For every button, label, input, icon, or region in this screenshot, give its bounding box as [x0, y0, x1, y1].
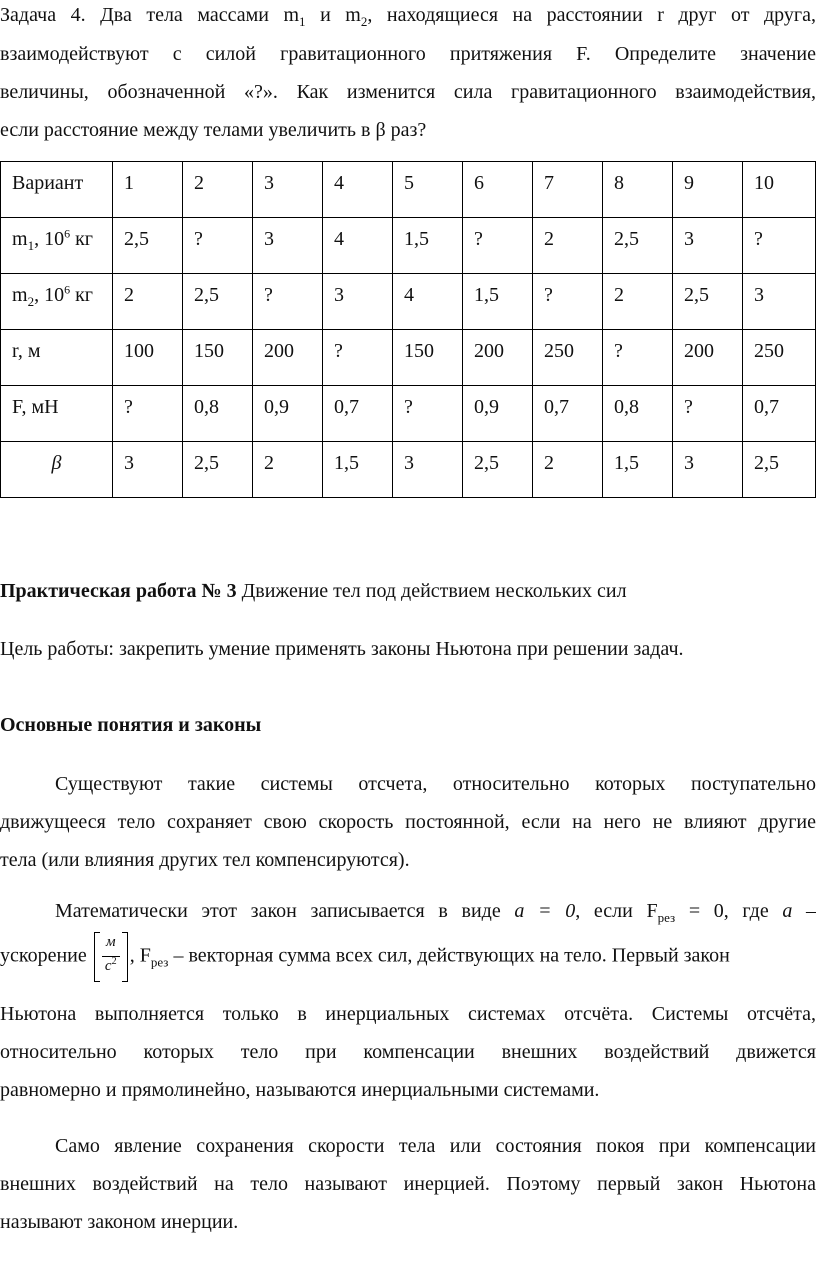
table-row-f [1, 386, 816, 442]
task-text: Задача 4. Два тела массами m [0, 4, 300, 26]
p2-text: – векторная сумма всех сил, действующих на тело. Первый закон [168, 944, 730, 967]
table-cell: ? [673, 386, 743, 442]
p1-line-2: движущееся тело сохраняет свою скорость постоянной, если на него не влияют другие [0, 811, 816, 833]
table-cell: 200 [253, 330, 323, 386]
table-cell: 3 [113, 442, 183, 498]
table-cell: 2,5 [673, 274, 743, 330]
table-cell: ? [323, 330, 393, 386]
superscript: 2 [111, 956, 117, 967]
table-cell: ? [253, 274, 323, 330]
subscript: рез [150, 954, 169, 970]
practical-title-rest: Движение тел под действием нескольких сил [236, 580, 627, 602]
table-cell: 0,9 [253, 386, 323, 442]
table-cell: 7 [533, 162, 603, 218]
table-cell: 2,5 [113, 218, 183, 274]
p2-text: Математически этот закон записывается в виде [55, 900, 515, 922]
table-cell: 2,5 [743, 442, 816, 498]
p2-text: ускорение [0, 944, 92, 967]
table-row-variant [1, 162, 816, 218]
section-heading: Основные понятия и законы [0, 714, 262, 736]
table-cell: 5 [393, 162, 463, 218]
table-cell: 2 [603, 274, 673, 330]
table-row-beta [1, 442, 816, 498]
table-cell: 3 [253, 218, 323, 274]
table-cell: 150 [393, 330, 463, 386]
table-cell: 2 [113, 274, 183, 330]
table-cell: 1 [113, 162, 183, 218]
table-cell: 3 [673, 442, 743, 498]
task-line-1 [0, 4, 816, 27]
table-cell: 2,5 [603, 218, 673, 274]
table-cell: 2 [533, 442, 603, 498]
superscript: 6 [64, 282, 71, 297]
table-cell: ? [393, 386, 463, 442]
goal-line: Цель работы: закрепить умение применять законы Ньютона при решении задач. [0, 638, 684, 660]
table-cell: 0,7 [323, 386, 393, 442]
table-cell: 2 [253, 442, 323, 498]
p2-text: , если F [575, 900, 658, 922]
row-label: Вариант [1, 162, 113, 218]
p3-line-2: внешних воздействий на тело называют инерцией. Поэтому первый закон Ньютона [0, 1173, 816, 1195]
practical-title-bold: Практическая работа № 3 [0, 580, 237, 602]
p1-line-1: Существуют такие системы отсчета, относительно которых поступательно [55, 773, 816, 795]
p2-line-2 [0, 932, 816, 982]
label-text: кг [70, 228, 93, 250]
unit-den-letter: с [104, 958, 112, 974]
table-cell: 9 [673, 162, 743, 218]
row-label: F, мН [1, 386, 113, 442]
row-label [1, 218, 113, 274]
table-cell: 1,5 [393, 218, 463, 274]
subscript: 1 [299, 14, 306, 29]
table-cell: 10 [743, 162, 816, 218]
table-cell: 3 [393, 442, 463, 498]
table-row-r [1, 330, 816, 386]
subscript: рез [657, 910, 676, 925]
table-cell: 200 [673, 330, 743, 386]
subscript: 2 [360, 14, 368, 29]
table-cell: 0,8 [603, 386, 673, 442]
table-cell: 3 [673, 218, 743, 274]
unit-bracket-m-per-s2 [94, 932, 128, 982]
p3-line-3: называют законом инерции. [0, 1211, 239, 1233]
label-text: m [12, 228, 28, 250]
table-cell: 0,9 [463, 386, 533, 442]
table-cell: 2,5 [183, 442, 253, 498]
label-text: , 10 [34, 228, 65, 250]
table-cell: ? [463, 218, 533, 274]
p2-text: , F [129, 944, 151, 967]
label-text: кг [70, 284, 93, 306]
p2-line-1 [55, 900, 816, 923]
table-row-m2 [1, 274, 816, 330]
table-cell: 3 [323, 274, 393, 330]
row-label: β [1, 442, 113, 498]
right-bracket [122, 932, 128, 982]
label-text: , 10 [34, 284, 65, 306]
p2-line-5: равномерно и прямолинейно, называются инерциальными системами. [0, 1079, 600, 1101]
table-cell: ? [743, 218, 816, 274]
p2-text: = 0, где [675, 900, 783, 922]
p1-line-3: тела (или влияния других тел компенсируются). [0, 849, 410, 871]
label-text: m [12, 284, 28, 306]
p2-line-3: Ньютона выполняется только в инерциальных системах отсчёта. Системы отсчёта, [0, 1003, 816, 1025]
table-cell: 4 [393, 274, 463, 330]
task-line-3: величины, обозначенной «?». Как изменится сила гравитационного взаимодействия, [0, 81, 816, 103]
table-cell: 4 [323, 218, 393, 274]
table-cell: 250 [533, 330, 603, 386]
table-cell: ? [603, 330, 673, 386]
table-cell: 4 [323, 162, 393, 218]
table-cell: 8 [603, 162, 673, 218]
p2-text: – [792, 900, 816, 922]
unit-numerator: м [105, 934, 116, 950]
practical-title [0, 580, 627, 603]
table-cell: 2 [183, 162, 253, 218]
table-cell: ? [533, 274, 603, 330]
table-cell: 2,5 [183, 274, 253, 330]
row-label: r, м [1, 330, 113, 386]
table-cell: 250 [743, 330, 816, 386]
table-row-m1 [1, 218, 816, 274]
table-cell: 0,8 [183, 386, 253, 442]
table-cell: 1,5 [603, 442, 673, 498]
task-text: и m [305, 4, 361, 26]
p2-line-4: относительно которых тело при компенсации внешних воздействий движется [0, 1041, 816, 1063]
subscript: 2 [27, 294, 35, 309]
row-label [1, 274, 113, 330]
table-cell: 0,7 [743, 386, 816, 442]
table-cell: 2,5 [463, 442, 533, 498]
variants-table [0, 161, 816, 498]
table-cell: 3 [743, 274, 816, 330]
table-cell: 150 [183, 330, 253, 386]
table-cell: ? [113, 386, 183, 442]
task-text: , находящиеся на расстоянии r друг от друга, [367, 4, 816, 26]
table-cell: 100 [113, 330, 183, 386]
table-cell: ? [183, 218, 253, 274]
table-cell: 2 [533, 218, 603, 274]
symbol-a: a [782, 900, 793, 922]
table-cell: 0,7 [533, 386, 603, 442]
subscript: 1 [27, 238, 35, 253]
table-cell: 3 [253, 162, 323, 218]
task-line-2: взаимодействуют с силой гравитационного притяжения F. Определите значение [0, 43, 816, 65]
superscript: 6 [64, 226, 71, 241]
formula-a-eq-0: a = 0 [514, 900, 576, 922]
table-cell: 1,5 [323, 442, 393, 498]
p3-line-1: Само явление сохранения скорости тела или состояния покоя при компенсации [55, 1135, 816, 1157]
table-cell: 200 [463, 330, 533, 386]
table-cell: 1,5 [463, 274, 533, 330]
table-cell: 6 [463, 162, 533, 218]
task-line-4: если расстояние между телами увеличить в β раз? [0, 119, 427, 141]
